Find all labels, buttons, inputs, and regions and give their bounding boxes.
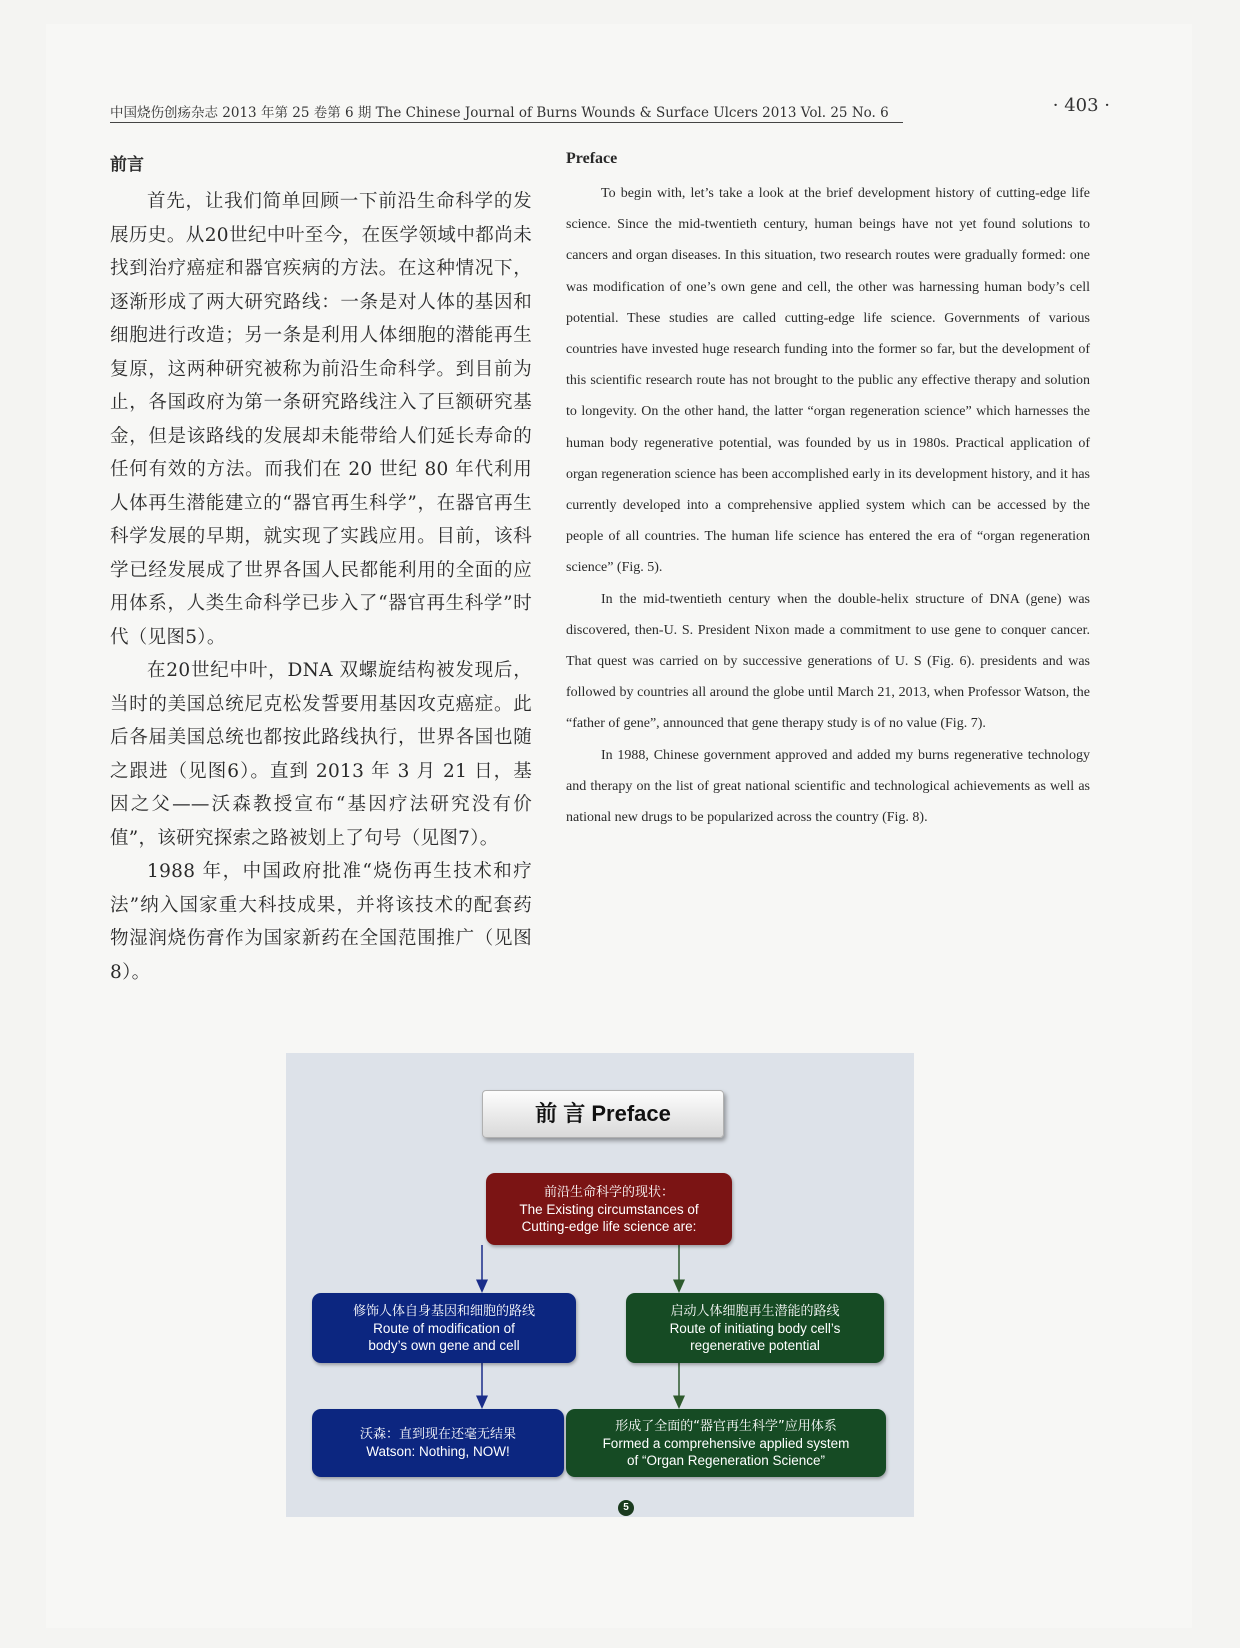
english-paragraph-3: In 1988, Chinese government approved and added my burns regenerative technology and therapy on the list of great national scientific and technological achievements as well as national new drugs to be popularized across the country (Fig. 8).	[566, 747, 1090, 826]
running-header	[110, 95, 1110, 124]
gene-route-zh: 修饰人体自身基因和细胞的路线	[352, 1303, 535, 1319]
chinese-paragraph-2: 在20世纪中叶，DNA 双螺旋结构被发现后，当时的美国总统尼克松发誓要用基因攻克癌症。此后各届美国总统也都按此路线执行，世界各国也随之跟进（见图6）。直到 2013 年 3 月 21 日，基因之父——沃森教授宣布“基因疗法研究没有价值”，该研究探索之路被划上了句号（见图7）。	[110, 660, 532, 849]
journal-citation: 中国烧伤创疡杂志 2013 年第 25 卷第 6 期 The Chinese Journal of Burns Wounds & Surface Ulcers 2013 Vol. 25 No. 6	[110, 105, 889, 121]
figure-5-flowchart	[286, 1053, 914, 1517]
status-box-en-1: The Existing circumstances of	[519, 1201, 699, 1217]
figure-number-badge: 5	[618, 1500, 634, 1516]
watson-result-zh: 沃森：直到现在还毫无结果	[359, 1427, 516, 1442]
applied-system-zh: 形成了全面的“器官再生科学”应用体系	[615, 1418, 837, 1434]
chinese-heading: 前言	[110, 155, 144, 175]
regeneration-route-en-1: Route of initiating body cell’s	[669, 1320, 841, 1336]
watson-result-en: Watson: Nothing, NOW!	[366, 1444, 510, 1459]
watson-result-box	[312, 1409, 564, 1477]
gene-route-box	[312, 1293, 576, 1363]
gene-route-en-1: Route of modification of	[373, 1320, 515, 1336]
regeneration-route-zh: 启动人体细胞再生潜能的路线	[670, 1303, 840, 1319]
status-box	[486, 1173, 732, 1245]
header-rule	[110, 122, 903, 123]
status-box-en-2: Cutting-edge life science are:	[521, 1218, 697, 1234]
english-paragraph-1: To begin with, let’s take a look at the brief development history of cutting-edge life science. Since the mid-twentieth century, human beings have not yet found solutions to cancers and organ diseases. In this situation, two research routes were gradually formed: one was modification of one’s own gene and cell, the other was harnessing human body’s cell potential. These studies are called cutting-edge life science. Governments of various countries have invested huge research funding into the former so far, but the development of this scientific research route has not brought to the public any effective therapy and solution to longevity. On the other hand, the latter “organ regeneration science” which harnesses the human body regenerative potential, was founded by us in 1980s. Practical application of organ regeneration science has been accomplished early in its development history, and it has currently developed into a comprehensive applied system which can be accessed by the people of all countries. The human life science has entered the era of “organ regeneration science” (Fig. 5).	[566, 186, 1090, 576]
regeneration-route-box	[626, 1293, 884, 1363]
regeneration-route-en-2: regenerative potential	[690, 1337, 820, 1353]
english-column	[566, 150, 1090, 833]
chinese-paragraph-3: 1988 年，中国政府批准“烧伤再生技术和疗法”纳入国家重大科技成果，并将该技术的配套药物湿润烧伤膏作为国家新药在全国范围推广（见图8）。	[110, 861, 532, 983]
status-box-zh: 前沿生命科学的现状：	[543, 1184, 674, 1200]
gene-route-en-2: body’s own gene and cell	[368, 1337, 520, 1353]
english-heading: Preface	[566, 150, 618, 167]
chinese-column	[110, 150, 532, 989]
figure-banner: 前 言 Preface	[482, 1090, 724, 1138]
applied-system-box	[566, 1409, 886, 1477]
applied-system-en-1: Formed a comprehensive applied system	[602, 1435, 850, 1451]
page-number: · 403 ·	[1052, 95, 1110, 116]
chinese-paragraph-1: 首先，让我们简单回顾一下前沿生命科学的发展历史。从20世纪中叶至今，在医学领域中都尚未找到治疗癌症和器官疾病的方法。在这种情况下，逐渐形成了两大研究路线：一条是对人体的基因和细胞进行改造；另一条是利用人体细胞的潜能再生复原，这两种研究被称为前沿生命科学。到目前为止，各国政府为第一条研究路线注入了巨额研究基金，但是该路线的发展却未能带给人们延长寿命的任何有效的方法。而我们在 20 世纪 80 年代利用人体再生潜能建立的“器官再生科学”，在器官再生科学发展的早期，就实现了实践应用。目前，该科学已经发展成了世界各国人民都能利用的全面的应用体系，人类生命科学已步入了“器官再生科学”时代（见图5）。	[110, 191, 532, 648]
applied-system-en-2: of “Organ Regeneration Science”	[626, 1452, 826, 1468]
english-paragraph-2: In the mid-twentieth century when the double-helix structure of DNA (gene) was discovered, then-U. S. President Nixon made a commitment to use gene to conquer cancer. That quest was carried on by successive generations of U. S (Fig. 6). presidents and was followed by countries all around the globe until March 21, 2013, when Professor Watson, the “father of gene”, announced that gene therapy study is of no value (Fig. 7).	[566, 591, 1090, 732]
